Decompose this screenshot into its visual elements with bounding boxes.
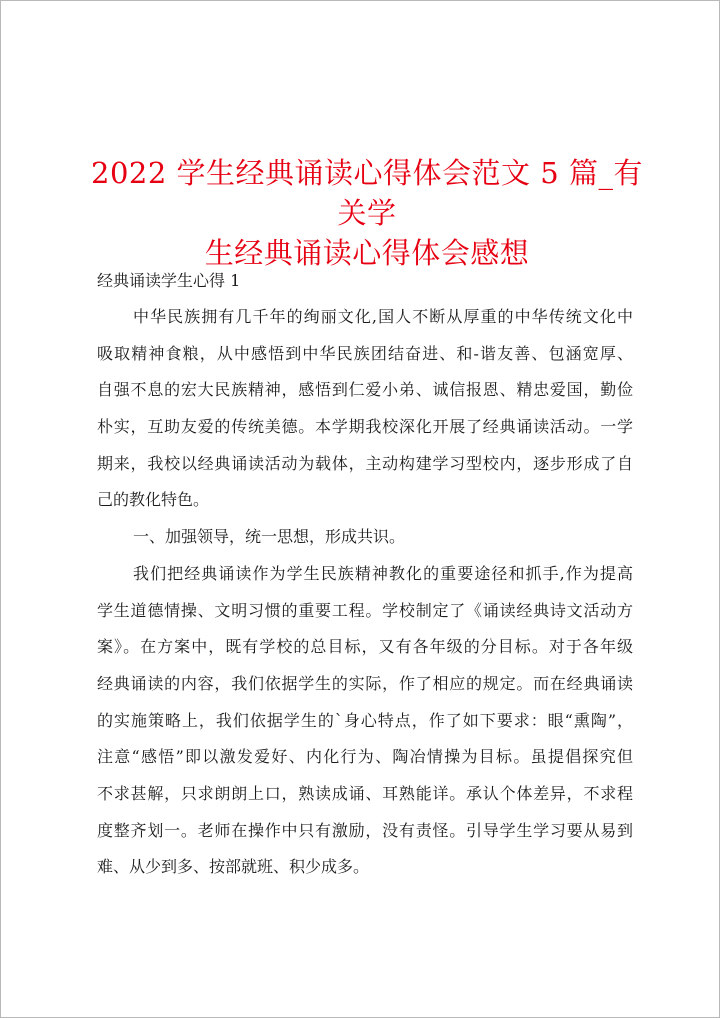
paragraph-line: 吸取精神食粮，从中感悟到中华民族团结奋进、和-谐友善、包涵宽厚、 [97,343,633,363]
paragraph-line: 案》。在方案中，既有学校的总目标，又有各年级的分目标。对于各年级 [97,637,633,657]
paragraph-line: 的实施策略上，我们依据学生的`身心特点，作了如下要求：眼“熏陶”， [97,710,633,730]
section-subheading: 经典诵读学生心得 1 [97,271,241,290]
document-title [87,153,647,273]
paragraph-line: 度整齐划一。老师在操作中只有激励，没有责怪。引导学生学习要从易到 [97,820,633,840]
paragraph-line: 难、从少到多、按部就班、积少成多。 [97,857,370,877]
paragraph-line: 自强不息的宏大民族精神，感悟到仁爱小弟、诚信报恩、精忠爱国，勤俭 [97,380,633,400]
paragraph-section-1 [97,556,633,886]
document-title-line-1: 2022 学生经典诵读心得体会范文 5 篇_有关学 [91,156,643,230]
paragraph-line: 朴实，互助友爱的传统美德。本学期我校深化开展了经典诵读活动。一学 [97,417,633,437]
section-heading-1: 一、加强领导，统一思想，形成共识。 [133,527,406,547]
paragraph-line: 学生道德情操、文明习惯的重要工程。学校制定了《诵读经典诗文活动方 [97,600,633,620]
paragraph-line: 经典诵读的内容，我们依据学生的实际，作了相应的规定。而在经典诵读 [97,673,633,693]
paragraph-line: 己的教化特色。 [97,490,210,510]
paragraph-line: 期来，我校以经典诵读活动为载体，主动构建学习型校内，逐步形成了自 [97,453,633,473]
document-title-line-2: 生经典诵读心得体会感想 [204,236,530,270]
paragraph-intro [97,299,633,519]
paragraph-line: 不求甚解，只求朗朗上口，熟读成诵、耳熟能详。承认个体差异，不求程 [97,783,633,803]
paragraph-line: 注意“感悟”即以激发爱好、内化行为、陶冶情操为目标。虽提倡探究但 [97,747,633,767]
paragraph-line: 我们把经典诵读作为学生民族精神教化的重要途径和抓手,作为提高 [133,563,633,583]
paragraph-line: 中华民族拥有几千年的绚丽文化,国人不断从厚重的中华传统文化中 [133,307,633,326]
document-body [97,263,633,886]
